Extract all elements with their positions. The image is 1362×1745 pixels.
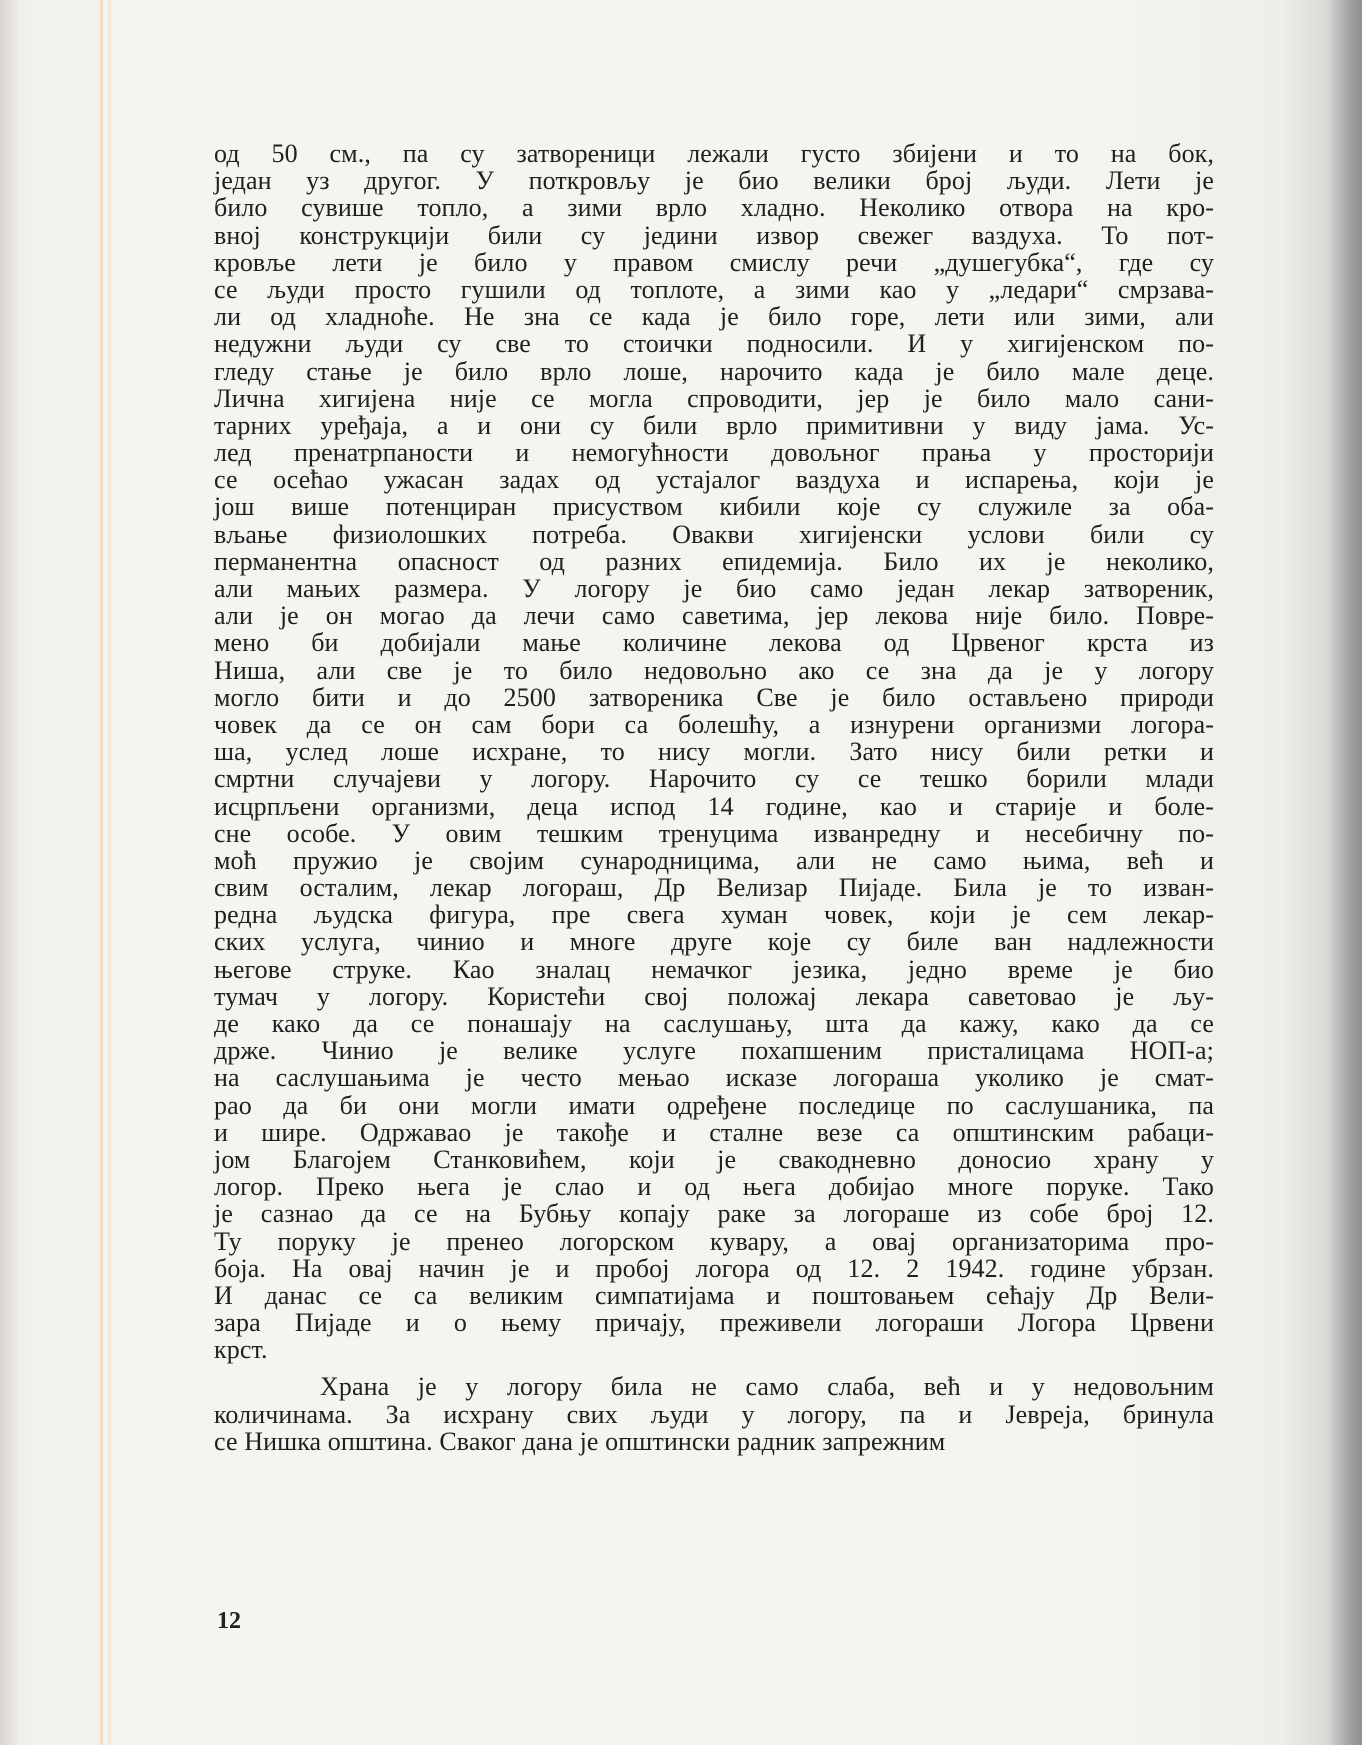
text-line: перманентна опасност од разних епидемија. Било их је неколико, (214, 546, 1214, 576)
text-line: кровље лети је било у правом смислу речи „душегубка“, где су (214, 247, 1214, 277)
text-line: је сазнао да се на Бубњу копају раке за логораше из собе број 12. (214, 1199, 1214, 1229)
text-line: од 50 см., па су затвореници лежали густо збијени и то на бок, (214, 139, 1214, 168)
text-line: вљање физиолошких потреба. Овакви хигијенски услови били су (214, 519, 1214, 549)
text-line: тарних уређаја, а и они су били врло примитивни у виду јама. Ус- (214, 410, 1214, 440)
text-line: тумач у логору. Користећи свој положај лекара саветовао је љу- (214, 981, 1214, 1011)
text-line: и шире. Одржавао је такође и сталне везе са општинским рабаци- (214, 1117, 1214, 1147)
text-line: се људи просто гушили од топлоте, а зими као у „ледари“ смрзава- (214, 274, 1214, 304)
text-line: мено би добијали мање количине лекова од Црвеног крста из (214, 628, 1214, 658)
page-left-edge (0, 0, 18, 1745)
text-line: ша, услед лоше исхране, то нису могли. Зато нису били ретки и (214, 737, 1214, 767)
text-line: логор. Преко њега је слао и од њега добијао многе поруке. Тако (214, 1172, 1214, 1202)
text-line: ских услуга, чинио и многе друге које су биле ван надлежности (214, 927, 1214, 957)
binding-stripe (100, 0, 103, 1745)
text-line: јом Благојем Станковићем, који је свакодневно доносио храну у (214, 1144, 1214, 1174)
text-line: де како да се понашају на саслушању, шта да кажу, како да се (214, 1009, 1214, 1038)
text-line: исцрпљени организми, деца испод 14 године, као и старије и боле- (214, 791, 1214, 821)
text-line: ли од хладноће. Не зна се када је било горе, лети или зими, али (214, 302, 1214, 332)
text-line: могло бити и до 2500 затвореника Све је било остављено природи (214, 682, 1214, 712)
text-line: на саслушањима је често мењао исказе логораша уколико је смат- (214, 1063, 1214, 1093)
text-line: боја. На овај начин је и пробој логора од 12. 2 1942. године убрзан. (214, 1253, 1214, 1283)
text-line: редна људска фигура, пре свега хуман човек, који је сем лекар- (214, 900, 1214, 930)
text-line: се Нишка општина. Сваког дана је општински радник запрежним (214, 1426, 946, 1456)
text-line: држе. Чинио је велике услуге похапшеним присталицама НОП-а; (214, 1036, 1214, 1066)
text-line: али мањих размера. У логору је био само један лекар затвореник, (214, 574, 1214, 603)
text-line: сне особе. У овим тешким тренуцима изванредну и несебичну по- (214, 818, 1214, 848)
text-line: зара Пијаде и о њему причају, преживели логораши Логора Црвени (214, 1308, 1214, 1338)
text-line: се осећао ужасан задах од устајалог ваздуха и испарења, који је (214, 465, 1214, 495)
text-line: свим осталим, лекар логораш, Др Велизар Пијаде. Била је то изван- (214, 873, 1214, 903)
paragraph-2 (214, 1373, 1214, 1455)
text-line: смртни случајеви у логору. Нарочито су се тешко борили млади (214, 764, 1214, 794)
text-line: човек да се он сам бори са болешћу, а изнурени организми логора- (214, 709, 1214, 739)
text-line: Ту поруку је пренео логорском кувару, а овај организаторима про- (214, 1226, 1214, 1256)
page-number: 12 (217, 1608, 241, 1634)
text-line: лед пренатрпаности и немогућности довољног прања у просторији (214, 438, 1214, 468)
paragraph-1 (214, 140, 1214, 1363)
text-line: гледу стање је било врло лоше, нарочито када је било мале деце. (214, 356, 1214, 386)
binding-stripe-secondary (108, 0, 111, 1745)
text-line: недужни људи су све то стоички подносили. И у хигијенском по- (214, 329, 1214, 359)
text-line: још више потенциран присуством кибили које су служиле за оба- (214, 492, 1214, 522)
text-line: било сувише топло, а зими врло хладно. Неколико отвора на кро- (214, 193, 1214, 223)
text-line: Лична хигијена није се могла спроводити, јер је било мало сани- (214, 383, 1214, 413)
text-line: Храна је у логору била не само слаба, већ и у недовољним (320, 1372, 1214, 1402)
page-right-shadow (1326, 0, 1362, 1745)
text-line: његове струке. Као зналац немачког језика, једно време је био (214, 954, 1214, 984)
text-line: рао да би они могли имати одређене последице по саслушаника, па (214, 1090, 1214, 1120)
text-line: количинама. За исхрану свих људи у логору, па и Јевреја, бринула (214, 1399, 1214, 1429)
text-line: И данас се са великим симпатијама и поштовањем сећају Др Вели- (214, 1280, 1214, 1310)
text-line: али је он могао да лечи само саветима, јер лекова није било. Повре- (214, 601, 1214, 631)
text-line: вној конструкцији били су једини извор свежег ваздуха. То пот- (214, 220, 1214, 250)
text-line: крст. (214, 1335, 268, 1365)
body-text (214, 140, 1214, 1455)
text-line: моћ пружио је својим сународницима, али не само њима, већ и (214, 845, 1214, 875)
text-line: Ниша, али све је то било недовољно ако се зна да је у логору (214, 655, 1214, 685)
text-line: један уз другог. У поткровљу је био велики број људи. Лети је (214, 166, 1214, 196)
